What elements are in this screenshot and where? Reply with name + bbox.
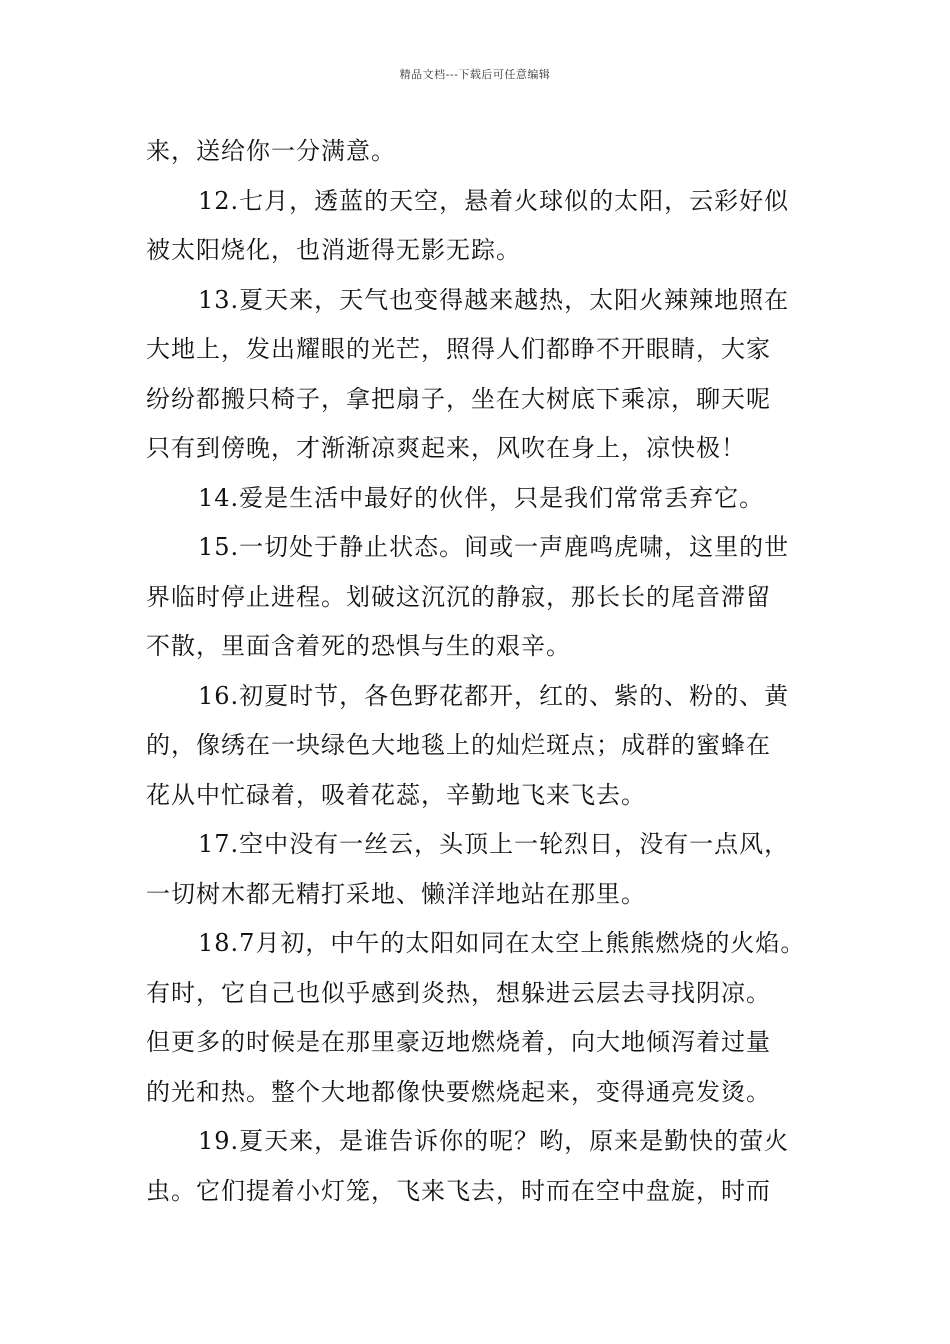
text-line: 花从中忙碌着，吸着花蕊，辛勤地飞来飞去。 (146, 780, 646, 809)
text-line: 虫。它们提着小灯笼，飞来飞去，时而在空中盘旋，时而 (146, 1176, 771, 1205)
text-line: 18.7月初，中午的太阳如同在太空上熊熊燃烧的火焰。 (198, 929, 806, 957)
page-header: 精品文档---下载后可任意编辑 (399, 68, 551, 81)
text-line: 只有到傍晚，才渐渐凉爽起来，风吹在身上，凉快极！ (146, 434, 746, 462)
text-line: 有时，它自己也似乎感到炎热，想躲进云层去寻找阴凉。 (146, 978, 771, 1007)
text-line: 来，送给你一分满意。 (146, 137, 396, 165)
text-line: 16.初夏时节，各色野花都开，红的、紫的、粉的、黄 (198, 681, 790, 710)
text-line: 13.夏天来，天气也变得越来越热，太阳火辣辣地照在 (198, 285, 790, 314)
text-line: 14.爱是生活中最好的伙伴，只是我们常常丢弃它。 (198, 483, 765, 512)
text-line: 大地上，发出耀眼的光芒，照得人们都睁不开眼睛，大家 (146, 335, 771, 363)
text-line: 12.七月，透蓝的天空，悬着火球似的太阳，云彩好似 (198, 186, 790, 215)
text-line: 不散，里面含着死的恐惧与生的艰辛。 (146, 632, 571, 660)
text-line: 19.夏天来，是谁告诉你的呢？哟，原来是勤快的萤火 (198, 1127, 790, 1155)
body-text (146, 127, 826, 1216)
text-line: 的，像绣在一块绿色大地毯上的灿烂斑点；成群的蜜蜂在 (146, 731, 771, 759)
text-line: 15.一切处于静止状态。间或一声鹿鸣虎啸，这里的世 (198, 533, 790, 561)
text-line: 的光和热。整个大地都像快要燃烧起来，变得通亮发烫。 (146, 1077, 771, 1106)
text-line: 纷纷都搬只椅子，拿把扇子，坐在大树底下乘凉，聊天呢 (146, 384, 771, 413)
text-line: 一切树木都无精打采地、懒洋洋地站在那里。 (146, 879, 646, 908)
text-line: 界临时停止进程。划破这沉沉的静寂，那长长的尾音滞留 (146, 582, 771, 611)
text-line: 17.空中没有一丝云，头顶上一轮烈日，没有一点风， (198, 830, 790, 858)
text-line: 被太阳烧化，也消逝得无影无踪。 (146, 236, 521, 264)
text-line: 但更多的时候是在那里豪迈地燃烧着，向大地倾泻着过量 (146, 1028, 771, 1056)
